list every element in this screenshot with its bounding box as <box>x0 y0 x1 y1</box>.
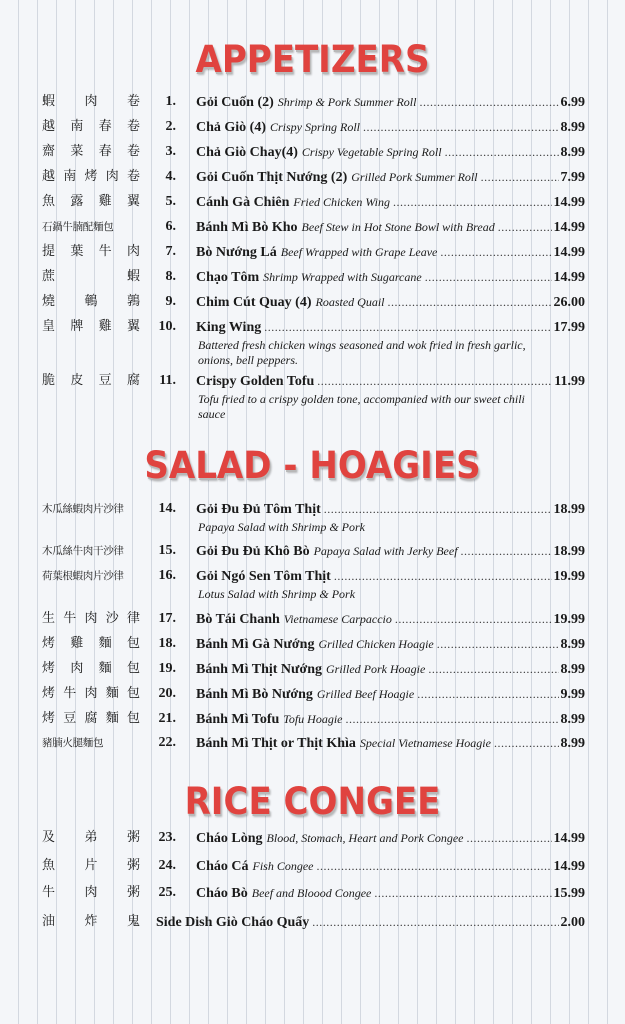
menu-item <box>0 93 625 115</box>
item-name: Bánh Mì Bò Kho <box>196 220 298 235</box>
section-heading: APPETIZERS <box>195 38 430 81</box>
item-line <box>196 685 585 704</box>
chinese-name: 提 葉 牛 肉 <box>42 244 140 259</box>
item-price: 18.99 <box>553 502 585 517</box>
menu-item <box>0 318 625 367</box>
item-name: Chả Giò Chay(4) <box>196 145 298 160</box>
item-subdescription: Lotus Salad with Shrimp & Pork <box>198 587 356 601</box>
item-description: Roasted Quail <box>315 295 385 309</box>
item-description: Papaya Salad with Jerky Beef <box>313 544 458 558</box>
menu-item <box>0 118 625 140</box>
item-price: 11.99 <box>554 374 585 389</box>
item-line <box>196 372 585 391</box>
chinese-name: 烤 牛 肉 麵 包 <box>42 686 140 701</box>
dot-leader <box>317 372 552 391</box>
dot-leader <box>498 218 552 237</box>
item-number: 22. <box>158 735 176 750</box>
item-line <box>196 218 585 237</box>
item-name: Bánh Mì Gà Nướng <box>196 637 315 652</box>
item-line <box>196 168 585 187</box>
menu-item <box>0 168 625 190</box>
item-description: Shrimp Wrapped with Sugarcane <box>263 270 422 284</box>
chinese-name: 越 南 春 卷 <box>42 119 140 134</box>
item-number: 16. <box>158 568 176 583</box>
item-number: 19. <box>158 661 176 676</box>
item-price: 7.99 <box>560 170 585 185</box>
item-line <box>196 293 585 312</box>
dot-leader <box>461 542 552 561</box>
item-price: 8.99 <box>560 712 585 727</box>
menu-item <box>0 913 625 935</box>
item-description: Shrimp & Pork Summer Roll <box>277 95 417 109</box>
chinese-name: 烤 豆 腐 麵 包 <box>42 711 140 726</box>
item-description: Grilled Beef Hoagie <box>316 687 415 701</box>
item-price: 14.99 <box>553 831 585 846</box>
item-description: Crispy Spring Roll <box>270 120 361 134</box>
dot-leader <box>419 93 558 112</box>
item-number: 17. <box>158 611 176 626</box>
dot-leader <box>374 884 551 903</box>
item-name: Chạo Tôm <box>196 270 260 285</box>
menu-item <box>0 218 625 240</box>
item-name: Gỏi Cuốn (2) <box>196 95 274 110</box>
chinese-name: 荷葉根蝦肉片沙律 <box>42 570 124 582</box>
item-name: Cháo Lòng <box>196 831 263 846</box>
item-name: Bánh Mì Thịt Nướng <box>196 662 322 677</box>
item-name: Cánh Gà Chiên <box>196 195 290 210</box>
item-description: Blood, Stomach, Heart and Pork Congee <box>266 831 464 845</box>
dot-leader <box>437 635 559 654</box>
item-number: 14. <box>158 501 176 516</box>
menu-item <box>0 829 625 851</box>
chinese-name: 牛 肉 粥 <box>42 885 140 900</box>
item-name: Gỏi Cuốn Thịt Nướng (2) <box>196 170 348 185</box>
dot-leader <box>393 193 551 212</box>
menu-item <box>0 243 625 265</box>
item-price: 19.99 <box>553 612 585 627</box>
item-number: 4. <box>165 169 176 184</box>
item-number: 10. <box>158 319 176 334</box>
dot-leader <box>445 143 559 162</box>
item-name: Bánh Mì Tofu <box>196 712 280 727</box>
item-price: 8.99 <box>560 637 585 652</box>
dot-leader <box>395 610 552 629</box>
item-line <box>196 567 585 586</box>
item-name: Bánh Mì Bò Nướng <box>196 687 313 702</box>
item-price: 9.99 <box>560 687 585 702</box>
item-name: Crispy Golden Tofu <box>196 374 315 389</box>
item-name: Chả Giò (4) <box>196 120 266 135</box>
item-number: 8. <box>165 269 176 284</box>
item-number: 15. <box>158 543 176 558</box>
menu-item <box>0 372 625 421</box>
item-price: 19.99 <box>553 569 585 584</box>
item-line <box>196 318 585 337</box>
chinese-name: 豬腩火腿麵包 <box>42 737 104 749</box>
menu-item <box>0 268 625 290</box>
item-subdescription: Papaya Salad with Shrimp & Pork <box>198 520 365 534</box>
dot-leader <box>317 857 552 876</box>
item-number: 20. <box>158 686 176 701</box>
item-name: Cháo Cá <box>196 859 249 874</box>
menu-item <box>0 857 625 879</box>
item-description: Tofu Hoagie <box>283 712 343 726</box>
item-description: Special Vietnamese Hoagie <box>359 736 491 750</box>
chinese-name: 燒 鵪 鶉 <box>42 294 140 309</box>
menu-item <box>0 660 625 682</box>
menu-item <box>0 734 625 756</box>
item-line <box>196 143 585 162</box>
item-line <box>196 660 585 679</box>
item-price: 6.99 <box>560 95 585 110</box>
item-number: 2. <box>165 119 176 134</box>
item-subdescription: Tofu fried to a crispy golden tone, accompanied with our sweet chili sauce <box>198 392 525 421</box>
item-number: 5. <box>165 194 176 209</box>
dot-leader <box>324 500 552 519</box>
item-name: King Wing <box>196 320 262 335</box>
item-name: Bò Tái Chanh <box>196 612 280 627</box>
dot-leader <box>467 829 552 848</box>
item-price: 8.99 <box>560 120 585 135</box>
item-number: 18. <box>158 636 176 651</box>
item-number: 6. <box>165 219 176 234</box>
item-line <box>196 542 585 561</box>
item-line <box>196 635 585 654</box>
chinese-name: 烤 雞 麵 包 <box>42 636 140 651</box>
item-description: Grilled Pork Hoagie <box>326 662 426 676</box>
item-price: 18.99 <box>553 544 585 559</box>
menu-item <box>0 710 625 732</box>
dot-leader <box>481 168 559 187</box>
menu-item <box>0 143 625 165</box>
item-price: 14.99 <box>553 195 585 210</box>
item-subdescription: Battered fresh chicken wings seasoned and wok fried in fresh garlic, onions, bell peppers. <box>198 338 526 367</box>
dot-leader <box>334 567 552 586</box>
item-price: 17.99 <box>553 320 585 335</box>
menu-item <box>0 567 625 601</box>
item-name: Gỏi Đu Đủ Khô Bò <box>196 544 310 559</box>
item-number: 3. <box>165 144 176 159</box>
dot-leader <box>388 293 552 312</box>
item-price: 8.99 <box>560 736 585 751</box>
item-description: Vietnamese Carpaccio <box>283 612 392 626</box>
dot-leader <box>494 734 559 753</box>
item-number: 9. <box>165 294 176 309</box>
item-number: 25. <box>158 885 176 900</box>
menu-item <box>0 500 625 534</box>
item-description: Beef Wrapped with Grape Leave <box>280 245 438 259</box>
item-name: Side Dish Giò Cháo Quẩy <box>156 915 310 930</box>
item-line <box>196 734 585 753</box>
item-price: 14.99 <box>553 859 585 874</box>
item-price: 8.99 <box>560 662 585 677</box>
item-number: 21. <box>158 711 176 726</box>
item-line <box>196 118 585 137</box>
dot-leader <box>428 660 558 679</box>
item-name: Chim Cút Quay (4) <box>196 295 312 310</box>
item-line <box>196 193 585 212</box>
chinese-name: 生 牛 肉 沙 律 <box>42 611 140 626</box>
item-description: Grilled Chicken Hoagie <box>318 637 434 651</box>
dot-leader <box>312 913 558 932</box>
dot-leader <box>440 243 551 262</box>
chinese-name: 魚 露 雞 翼 <box>42 194 140 209</box>
item-description: Fried Chicken Wing <box>293 195 391 209</box>
chinese-name: 及 弟 粥 <box>42 830 140 845</box>
menu-item <box>0 293 625 315</box>
item-name: Cháo Bò <box>196 886 248 901</box>
item-number: 23. <box>158 830 176 845</box>
chinese-name: 烤 肉 麵 包 <box>42 661 140 676</box>
item-line <box>196 93 585 112</box>
menu-item <box>0 193 625 215</box>
item-name: Bánh Mì Thịt or Thịt Khìa <box>196 736 356 751</box>
item-number: 1. <box>165 94 176 109</box>
item-line <box>196 243 585 262</box>
chinese-name: 蝦 肉 卷 <box>42 94 140 109</box>
chinese-name: 油 炸 鬼 <box>42 914 140 929</box>
item-number: 11. <box>159 373 176 388</box>
item-description: Beef and Bloood Congee <box>251 886 372 900</box>
item-name: Gỏi Đu Đủ Tôm Thịt <box>196 502 321 517</box>
dot-leader <box>346 710 559 729</box>
item-description: Grilled Pork Summer Roll <box>351 170 478 184</box>
dot-leader <box>417 685 558 704</box>
dot-leader <box>264 318 551 337</box>
chinese-name: 越 南 烤 肉 卷 <box>42 169 140 184</box>
chinese-name: 皇 牌 雞 翼 <box>42 319 140 334</box>
item-name: Gỏi Ngó Sen Tôm Thịt <box>196 569 331 584</box>
chinese-name: 木瓜絲蝦肉片沙律 <box>42 503 124 515</box>
item-description: Crispy Vegetable Spring Roll <box>301 145 442 159</box>
item-line <box>196 610 585 629</box>
item-line <box>196 884 585 903</box>
chinese-name: 齋 菜 春 卷 <box>42 144 140 159</box>
menu-item <box>0 610 625 632</box>
item-line <box>196 710 585 729</box>
item-price: 14.99 <box>553 245 585 260</box>
section-heading: SALAD - HOAGIES <box>144 444 481 487</box>
item-price: 15.99 <box>553 886 585 901</box>
item-price: 14.99 <box>553 220 585 235</box>
item-name: Bò Nướng Lá <box>196 245 277 260</box>
chinese-name: 木瓜絲牛肉干沙律 <box>42 545 124 557</box>
menu-item <box>0 685 625 707</box>
item-number: 24. <box>158 858 176 873</box>
item-line <box>156 913 585 932</box>
chinese-name: 石鍋牛腩配麵包 <box>42 221 114 233</box>
section-heading: RICE CONGEE <box>184 780 441 823</box>
menu-item <box>0 542 625 564</box>
item-price: 2.00 <box>560 915 585 930</box>
item-line <box>196 829 585 848</box>
chinese-name: 魚 片 粥 <box>42 858 140 873</box>
item-price: 14.99 <box>553 270 585 285</box>
menu-item <box>0 635 625 657</box>
item-price: 8.99 <box>560 145 585 160</box>
menu-item <box>0 884 625 906</box>
chinese-name: 脆 皮 豆 腐 <box>42 373 140 388</box>
item-price: 26.00 <box>553 295 585 310</box>
item-line <box>196 268 585 287</box>
chinese-name: 蔗 蝦 <box>42 269 140 284</box>
item-line <box>196 500 585 519</box>
item-description: Fish Congee <box>252 859 314 873</box>
dot-leader <box>363 118 558 137</box>
item-description: Beef Stew in Hot Stone Bowl with Bread <box>301 220 495 234</box>
item-number: 7. <box>165 244 176 259</box>
dot-leader <box>425 268 552 287</box>
item-line <box>196 857 585 876</box>
